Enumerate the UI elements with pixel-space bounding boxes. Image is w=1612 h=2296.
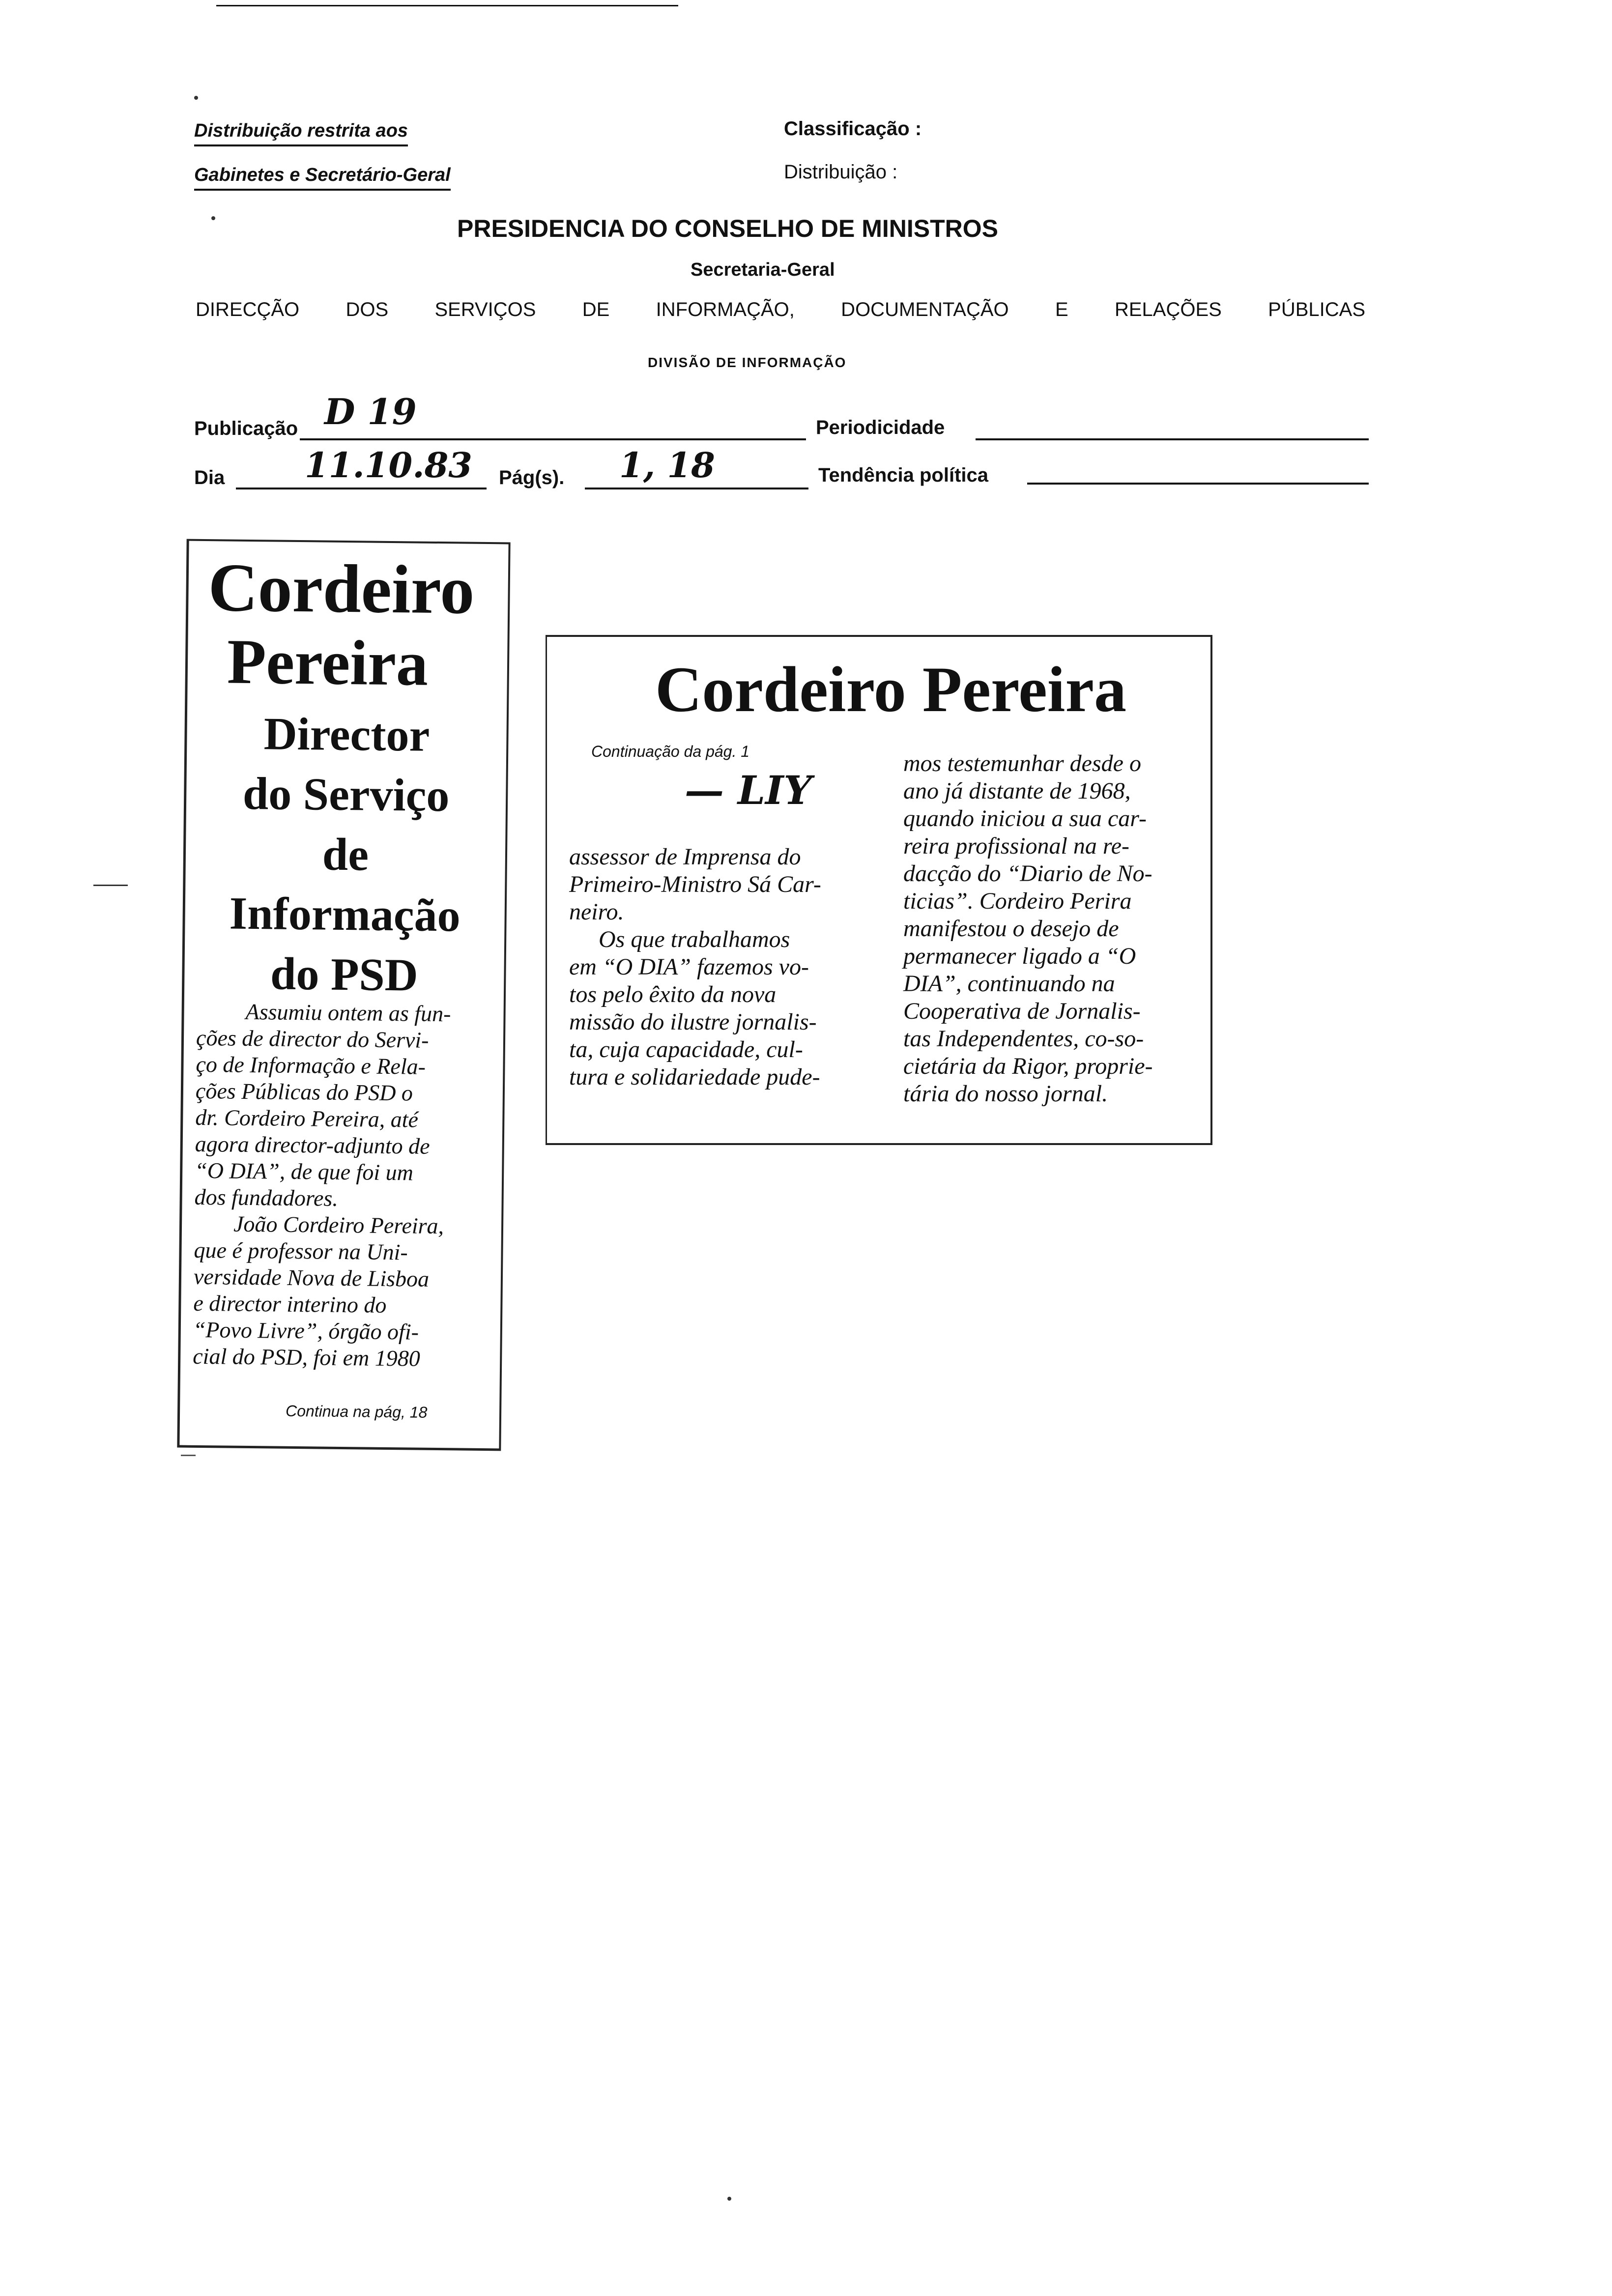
clip2-col2-line: ano já distante de 1968, <box>903 778 1131 804</box>
clip1-body-line: dr. Cordeiro Pereira, até <box>195 1104 419 1132</box>
clip1-body-line: João Cordeiro Pereira, <box>233 1211 444 1239</box>
clipping-1 <box>177 539 510 1451</box>
pags-handwritten: 1, 18 <box>619 445 715 486</box>
org-title: PRESIDENCIA DO CONSELHO DE MINISTROS <box>457 215 999 242</box>
scan-speck <box>211 216 215 220</box>
clip1-body-line: ções de director do Servi- <box>196 1025 429 1053</box>
secretaria-geral: Secretaria-Geral <box>691 259 835 280</box>
publicacao-line <box>300 438 806 440</box>
clip2-continuation: Continuação da pág. 1 <box>591 743 750 760</box>
periodicidade-line <box>976 438 1369 440</box>
clip2-col2-line: tária do nosso jornal. <box>903 1081 1108 1107</box>
clip2-col1-line: tura e solidariedade pude- <box>569 1064 820 1090</box>
clip2-col1-line: neiro. <box>569 899 624 925</box>
clip1-stamp-title: Cordeiro <box>207 549 475 629</box>
clip1-subtitle <box>184 703 507 1006</box>
tendencia-line <box>1027 483 1369 485</box>
clip1-body-line: “O DIA”, de que foi um <box>194 1157 414 1185</box>
clip2-col2-line: tas Independentes, co-so- <box>903 1026 1144 1052</box>
tendencia-label: Tendência política <box>818 464 988 486</box>
scan-top-rule <box>216 5 678 6</box>
clip1-body-line: que é professor na Uni- <box>194 1237 408 1265</box>
scan-mark-left-lower <box>181 1455 196 1456</box>
clip2-col1 <box>569 843 874 1091</box>
clip1-subtitle-line: Director <box>263 708 430 761</box>
scan-speck <box>194 96 198 100</box>
clip1-body-line: ço de Informação e Rela- <box>196 1051 426 1079</box>
clip1-body <box>193 998 491 1373</box>
scan-mark-left <box>93 885 128 886</box>
direccao-line: DIRECÇÃO DOS SERVIÇOS DE INFORMAÇÃO, DOCUMENTAÇÃO E RELAÇÕES PÚBLICAS <box>196 299 1365 320</box>
clip2-col2 <box>903 750 1198 1108</box>
distribuicao-label: Distribuição : <box>784 161 898 183</box>
restricted-distribution-line2: Gabinetes e Secretário-Geral <box>194 165 451 191</box>
clip2-col2-line: dacção do “Diario de No- <box>903 861 1152 887</box>
scan-speck <box>727 2197 731 2201</box>
clip1-body-line: ções Públicas do PSD o <box>195 1078 413 1106</box>
clip2-handwritten-mark: — LIY <box>685 767 812 813</box>
clip2-col2-line: ticias”. Cordeiro Perira <box>903 888 1132 914</box>
clip1-subtitle-line: de <box>322 829 369 881</box>
clip1-subtitle-line: Informação <box>229 888 461 942</box>
clip1-subtitle-line: do Serviço <box>242 768 450 822</box>
clip2-col1-line: tos pelo êxito da nova <box>569 981 777 1007</box>
restricted-distribution-line1: Distribuição restrita aos <box>194 120 408 146</box>
clip1-body-line: e director interino do <box>193 1290 387 1318</box>
clip2-col2-line: mos testemunhar desde o <box>903 750 1141 776</box>
clip1-body-line: “Povo Livre”, órgão ofi- <box>193 1317 419 1345</box>
clip2-col1-line: Os que trabalhamos <box>599 926 790 952</box>
dia-line <box>236 488 487 489</box>
divisao-informacao: DIVISÃO DE INFORMAÇÃO <box>648 355 847 370</box>
clipping-2 <box>546 635 1212 1145</box>
clip1-body-line: dos fundadores. <box>194 1184 339 1211</box>
clip2-col2-line: DIA”, continuando na <box>903 971 1115 997</box>
dia-label: Dia <box>194 467 225 488</box>
clip2-title: Cordeiro Pereira <box>655 653 1127 725</box>
clip2-col2-line: cietária da Rigor, proprie- <box>903 1053 1153 1079</box>
clip1-body-line: agora director-adjunto de <box>195 1131 430 1159</box>
publicacao-label: Publicação <box>194 418 298 439</box>
clip2-col1-line: ta, cuja capacidade, cul- <box>569 1036 803 1062</box>
clip2-col1-line: assessor de Imprensa do <box>569 844 801 870</box>
pags-label: Pág(s). <box>499 467 565 488</box>
clip1-title: Pereira <box>227 626 429 699</box>
dia-handwritten: 11.10.83 <box>305 445 472 486</box>
clip2-col1-line: missão do ilustre jornalis- <box>569 1009 817 1035</box>
clip2-col1-line: Primeiro-Ministro Sá Car- <box>569 871 821 897</box>
clip2-col2-line: manifestou o desejo de <box>903 916 1119 942</box>
classificacao-label: Classificação : <box>784 118 922 140</box>
clip2-col1-line: em “O DIA” fazemos vo- <box>569 954 809 980</box>
pags-line <box>585 488 808 489</box>
clip1-body-line: versidade Nova de Lisboa <box>193 1263 430 1292</box>
clip2-col2-line: permanecer ligado a “O <box>903 943 1136 969</box>
clip1-body-line: Assumiu ontem as fun- <box>245 999 451 1027</box>
publicacao-handwritten: D 19 <box>324 391 417 432</box>
clip1-continua: Continua na pág, 18 <box>285 1402 428 1421</box>
clip1-subtitle-line: do PSD <box>270 948 419 1001</box>
clip1-body-line: cial do PSD, foi em 1980 <box>193 1343 421 1371</box>
clip2-col2-line: quando iniciou a sua car- <box>903 805 1147 832</box>
clip2-col2-line: reira profissional na re- <box>903 833 1130 859</box>
clip2-col2-line: Cooperativa de Jornalis- <box>903 998 1141 1024</box>
periodicidade-label: Periodicidade <box>816 417 945 438</box>
